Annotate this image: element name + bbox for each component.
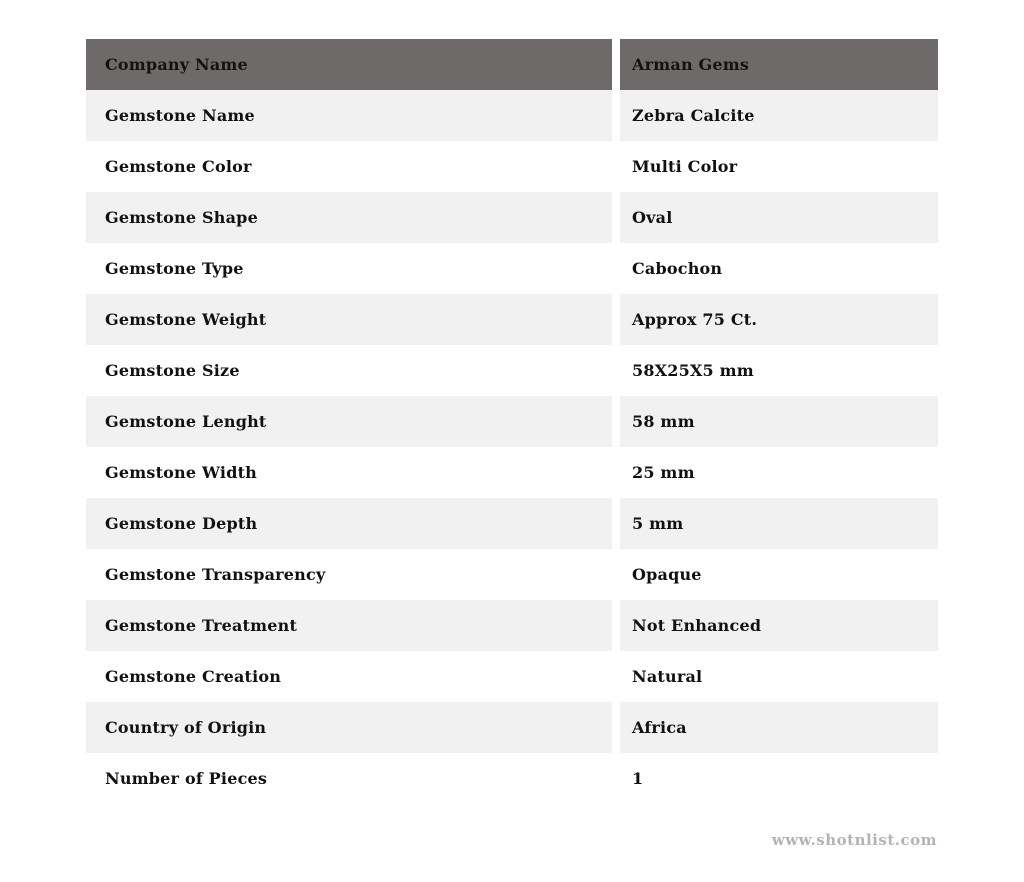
table-row: [86, 498, 938, 549]
spec-value: Multi Color: [620, 141, 938, 192]
spec-value: 5 mm: [620, 498, 938, 549]
spec-value: Africa: [620, 702, 938, 753]
spec-label: Gemstone Size: [86, 345, 612, 396]
table-row: [86, 651, 938, 702]
spec-value: 58X25X5 mm: [620, 345, 938, 396]
spec-label: Gemstone Depth: [86, 498, 612, 549]
table-header-row: [86, 39, 938, 90]
table-row: [86, 294, 938, 345]
spec-label: Number of Pieces: [86, 753, 612, 804]
spec-label: Gemstone Shape: [86, 192, 612, 243]
table-row: [86, 549, 938, 600]
spec-value: Approx 75 Ct.: [620, 294, 938, 345]
header-value: Arman Gems: [620, 39, 938, 90]
spec-label: Gemstone Name: [86, 90, 612, 141]
spec-value: Not Enhanced: [620, 600, 938, 651]
spec-value: Zebra Calcite: [620, 90, 938, 141]
header-label: Company Name: [86, 39, 612, 90]
table-row: [86, 447, 938, 498]
spec-label: Gemstone Weight: [86, 294, 612, 345]
spec-value: Oval: [620, 192, 938, 243]
spec-label: Gemstone Color: [86, 141, 612, 192]
table-row: [86, 90, 938, 141]
table-row: [86, 345, 938, 396]
spec-label: Gemstone Width: [86, 447, 612, 498]
spec-value: Cabochon: [620, 243, 938, 294]
spec-label: Gemstone Lenght: [86, 396, 612, 447]
spec-label: Gemstone Treatment: [86, 600, 612, 651]
spec-label: Gemstone Transparency: [86, 549, 612, 600]
spec-value: Opaque: [620, 549, 938, 600]
spec-table-body: [86, 90, 938, 804]
spec-value: 58 mm: [620, 396, 938, 447]
table-row: [86, 243, 938, 294]
spec-value: Natural: [620, 651, 938, 702]
table-row: [86, 396, 938, 447]
watermark-text: www.shotnlist.com: [771, 831, 937, 849]
table-row: [86, 702, 938, 753]
spec-value: 1: [620, 753, 938, 804]
spec-value: 25 mm: [620, 447, 938, 498]
spec-label: Gemstone Type: [86, 243, 612, 294]
table-row: [86, 600, 938, 651]
spec-label: Country of Origin: [86, 702, 612, 753]
table-row: [86, 753, 938, 804]
spec-label: Gemstone Creation: [86, 651, 612, 702]
table-row: [86, 141, 938, 192]
gemstone-spec-table: [86, 39, 938, 804]
table-row: [86, 192, 938, 243]
